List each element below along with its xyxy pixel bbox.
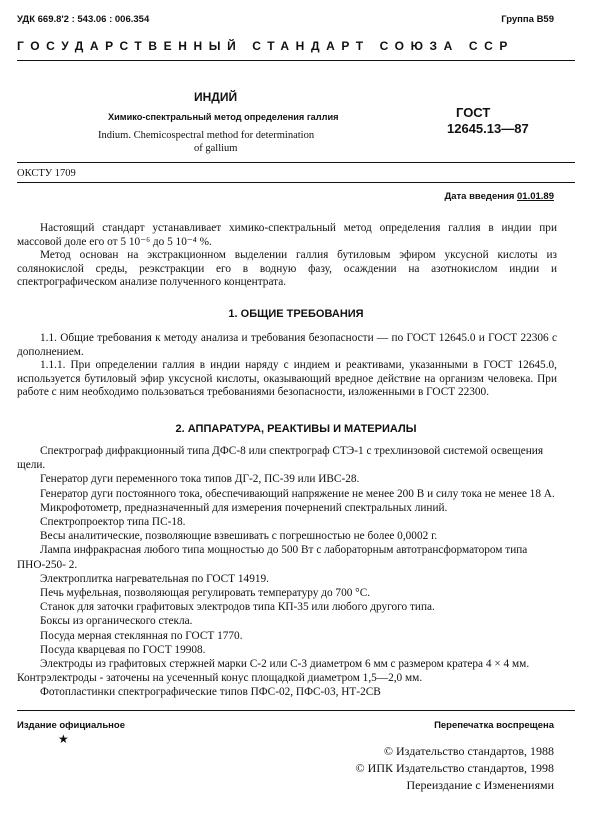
reprint-prohibited: Перепечатка воспрещена bbox=[434, 720, 554, 731]
list-item: Посуда мерная стеклянная по ГОСТ 1770. bbox=[40, 629, 243, 642]
copyright-1988: © Издательство стандартов, 1988 bbox=[383, 744, 554, 758]
list-item: Генератор дуги переменного тока типов ДГ-2, ПС-39 или ИВС-28. bbox=[40, 473, 360, 486]
document-subtitle: Химико-спектральный метод определения галлия bbox=[108, 112, 339, 122]
gost-label: ГОСТ bbox=[456, 105, 491, 120]
effective-date-value: 01.01.89 bbox=[517, 191, 554, 202]
list-item: Посуда кварцевая по ГОСТ 19908. bbox=[40, 643, 206, 656]
list-item: Спектропроектор типа ПС-18. bbox=[40, 516, 186, 529]
star-icon: ★ bbox=[58, 732, 69, 746]
okstu-code: ОКСТУ 1709 bbox=[17, 168, 76, 179]
intro-paragraph-2: Метод основан на экстракционном выделении галлия бутиловым эфиром уксусной кислоты из солянокислой среды, реэкстракции его в водную фазу, осаждении на азотнокислом индии и спектрографическом анализе полученного концентрата. bbox=[17, 249, 557, 289]
list-item: Электроплитка нагревательная по ГОСТ 14919. bbox=[40, 572, 269, 585]
intro-section bbox=[17, 222, 557, 290]
effective-date-label: Дата введения bbox=[444, 191, 515, 202]
list-item: Весы аналитические, позволяющие взвешивать с погрешностью не более 0,0002 г. bbox=[40, 530, 438, 543]
effective-date bbox=[444, 191, 554, 202]
group-code: Группа В59 bbox=[501, 14, 554, 25]
list-item: Спектрограф дифракционный типа ДФС-8 или спектрограф СТЭ-1 с трехлинзовой системой освещения щели. bbox=[17, 445, 544, 472]
udk-code: УДК 669.8'2 : 543.06 : 006.354 bbox=[17, 14, 150, 25]
gost-number: 12645.13—87 bbox=[447, 121, 529, 136]
list-item: Электроды из графитовых стержней марки С-2 или С-3 диаметром 6 мм с размером кратера 4 × 4 мм. Контрэлектроды - заточены на усеченный конус площадкой диаметром 1,5—2,0 мм. bbox=[17, 658, 530, 685]
equipment-list bbox=[17, 444, 557, 700]
title-rule bbox=[17, 162, 575, 163]
official-edition: Издание официальное bbox=[17, 720, 125, 731]
header-rule bbox=[17, 60, 575, 61]
list-item: Станок для заточки графитовых электродов типа КП-35 или любого другого типа. bbox=[40, 601, 435, 614]
section-1-paragraph-2: 1.1.1. При определении галлия в индии наряду с индием и реактивами, указанными в ГОСТ 12645.0, используется бутиловый эфир уксусной кислоты, оказывающий вредное действие на организм человека. При работе с ним необходимо пользоваться требованиями безопасности, изложенными в ГОСТ 22300. bbox=[17, 359, 557, 399]
list-item: Боксы из органического стекла. bbox=[40, 615, 193, 628]
list-item: Лампа инфракрасная любого типа мощностью до 500 Вт с лабораторным автотрансформатором типа ПНО-250- 2. bbox=[17, 544, 528, 571]
reissue-note: Переиздание с Изменениями bbox=[406, 778, 554, 792]
list-item: Печь муфельная, позволяющая регулировать температуру до 700 °С. bbox=[40, 587, 371, 600]
document-title: ИНДИЙ bbox=[194, 90, 238, 104]
section-1-paragraph-1: 1.1. Общие требования к методу анализа и требования безопасности — по ГОСТ 12645.0 и ГОСТ 22306 с дополнением. bbox=[17, 332, 557, 358]
list-item: Микрофотометр, предназначенный для измерения почернений спектральных линий. bbox=[40, 501, 448, 514]
state-standard-heading: ГОСУДАРСТВЕННЫЙ СТАНДАРТ СОЮЗА ССР bbox=[17, 39, 514, 53]
list-item: Фотопластинки спектрографические типов ПФС-02, ПФС-03, НТ-2СВ bbox=[40, 686, 381, 699]
footer-rule bbox=[17, 710, 575, 711]
intro-paragraph-1: Настоящий стандарт устанавливает химико-спектральный метод определения галлия в индии при массовой доле его от 5 10⁻⁶ до 5 10⁻⁴ %. bbox=[17, 222, 557, 248]
section-2-heading: 2. АППАРАТУРА, РЕАКТИВЫ И МАТЕРИАЛЫ bbox=[175, 423, 417, 435]
english-title-line1: Indium. Chemicospectral method for determination bbox=[98, 130, 315, 141]
section-1-heading: 1. ОБЩИЕ ТРЕБОВАНИЯ bbox=[228, 308, 364, 320]
section-1-body bbox=[17, 332, 557, 400]
english-title-line2: of gallium bbox=[194, 143, 238, 154]
okstu-rule bbox=[17, 182, 575, 183]
list-item: Генератор дуги постоянного тока, обеспечивающий напряжение не менее 200 В и силу тока не менее 18 А. bbox=[40, 487, 555, 500]
copyright-1998: © ИПК Издательство стандартов, 1998 bbox=[355, 761, 554, 775]
